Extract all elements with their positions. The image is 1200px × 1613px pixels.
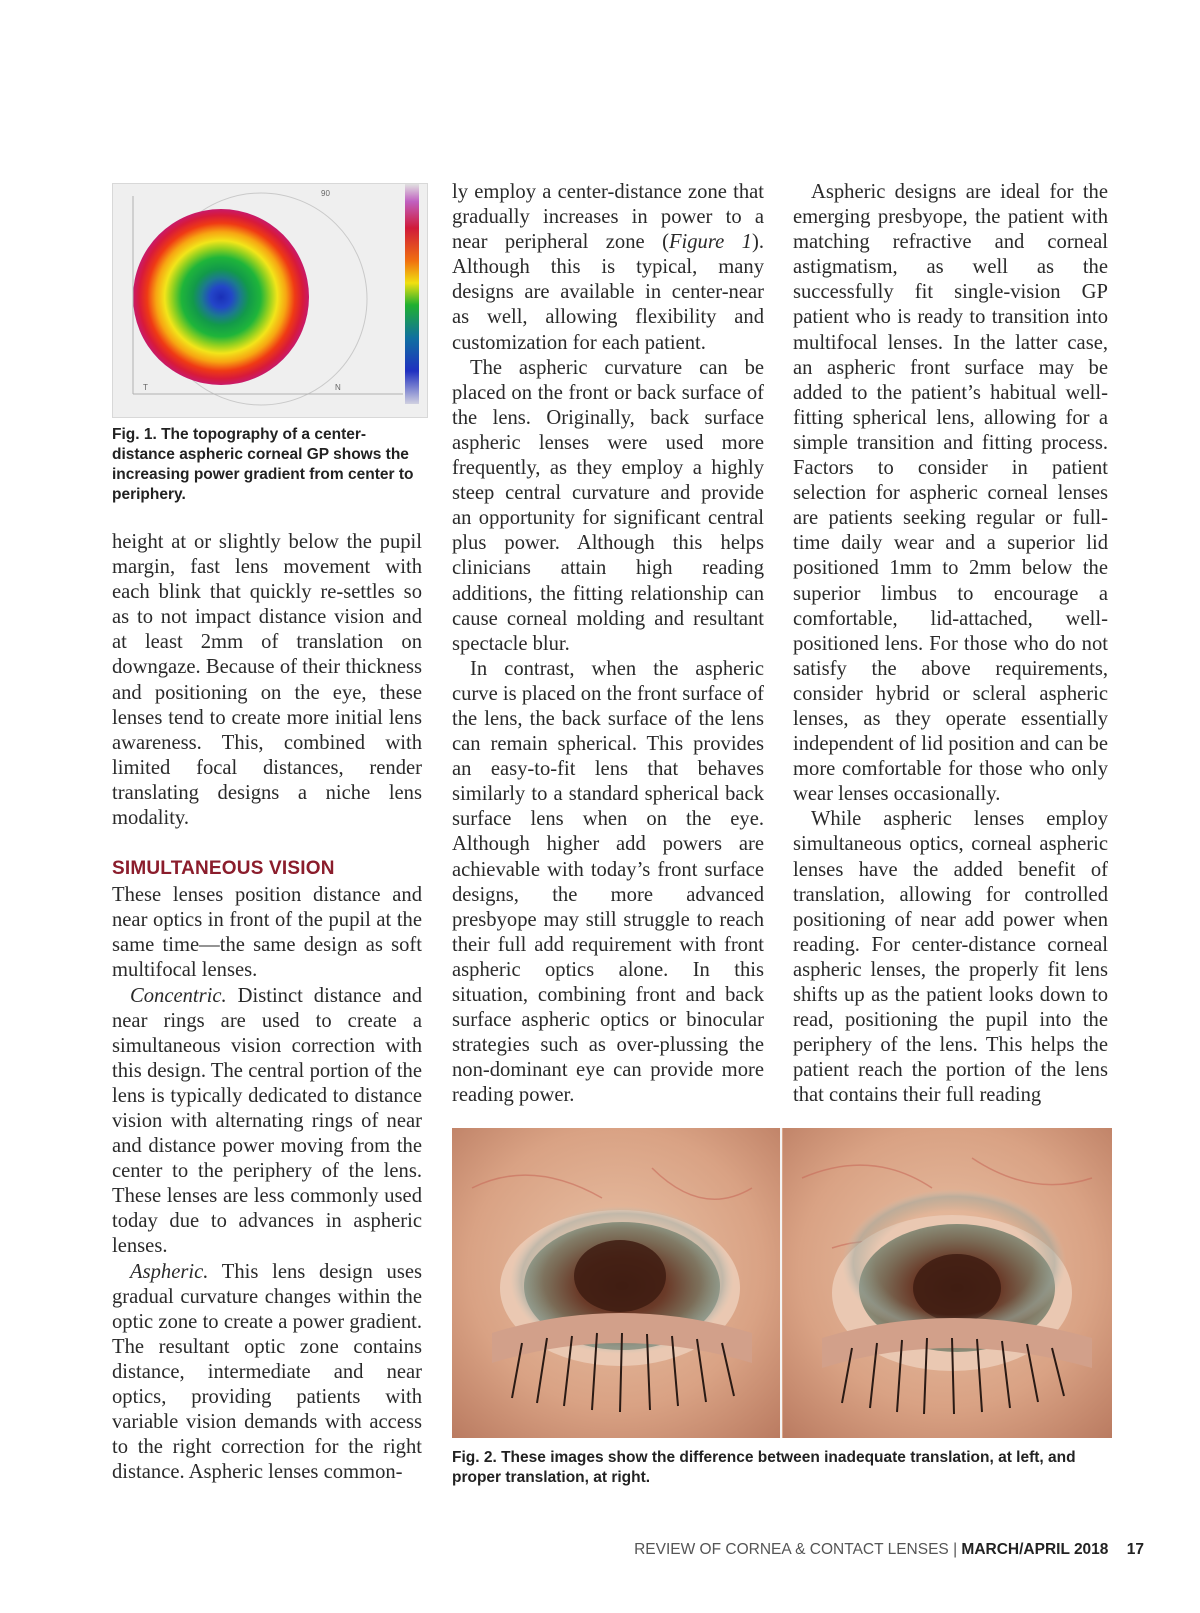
col1-paragraph-1: height at or slightly below the pupil margin, fast lens movement with each blink that quickly re-settles so as to not impact distance vision and at least 2mm of translation on downgaze. Because of their thickness and positioning on the eye, these lenses tend to create more initial lens awareness. This, combined with limited focal distances, render translating designs a niche lens modality.	[112, 531, 422, 830]
col2-paragraph-3: In contrast, when the aspheric curve is placed on the front surface of the lens, the back surface of the lens can remain spherical. This provides an easy-to-fit lens that behaves similarly to a standard spherical back surface lens when on the eye. Although higher add powers are achievable with today’s front surface designs, the more advanced presbyope may still struggle to reach their full add requirement with front aspheric optics alone. In this situation, combining front and back surface aspheric optics or binocular strategies such as over-plussing the non-dominant eye can provide more reading power.	[452, 657, 764, 1107]
concentric-text: Distinct distance and near rings are used to create a simultaneous vision correction with this design. The central portion of the lens is typically dedicated to distance vision with alternating rings of near and distance power moving from the center to the periphery of the lens. These lenses are less commonly used today due to advances in aspheric lenses.	[112, 984, 422, 1258]
figure-2-caption: Fig. 2. These images show the difference between inadequate translation, at left, and proper translation, at right.	[452, 1449, 1076, 1486]
col2-p1-start: ly employ a center-distance zone that gradually increases in power to a near peripheral zone (	[452, 181, 764, 254]
column-1	[112, 530, 422, 1485]
figure-2-eye-photos	[452, 1128, 1112, 1438]
figure-1-caption: Fig. 1. The topography of a center-distance aspheric corneal GP shows the increasing power gradient from center to periphery.	[112, 426, 414, 503]
col2-paragraph-1	[452, 180, 764, 356]
figure-1-topography	[112, 183, 428, 418]
topography-label-right: N	[335, 383, 341, 392]
col1-paragraph-concentric	[112, 984, 422, 1260]
eye-photos	[452, 1128, 1112, 1438]
page-footer	[634, 1541, 1144, 1559]
right-eye-photo	[783, 1128, 1112, 1438]
col2-paragraph-2: The aspheric curvature can be placed on the front or back surface of the lens. Originally, back surface aspheric lenses were used more frequently, as they employ a highly steep central curvature and provide an opportunity for significant central plus power. Although this helps clinicians attain high reading additions, the fitting relationship can cause corneal molding and resultant spectacle blur.	[452, 356, 764, 655]
topography-label-top: 90	[321, 189, 330, 198]
topography-color-map	[133, 209, 309, 385]
left-eye-photo	[452, 1128, 780, 1438]
term-aspheric: Aspheric.	[130, 1260, 209, 1283]
footer-separator: |	[953, 1541, 958, 1558]
section-heading-simultaneous-vision: SIMULTANEOUS VISION	[112, 858, 335, 880]
aspheric-text: This lens design uses gradual curvature changes within the optic zone to create a power gradient. The resultant optic zone contains distance, intermediate and near optics, providing patients with variable vision demands with access to the right correction for the right distance. Aspheric lenses common-	[112, 1260, 422, 1484]
page-number: 17	[1126, 1541, 1144, 1558]
figure-1-reference: Figure 1	[668, 231, 752, 254]
col3-paragraph-1: Aspheric designs are ideal for the emerging presbyope, the patient with matching refractive and corneal astigmatism, as well as the successfully fit single-vision GP patient who is ready to transition into multifocal lenses. In the latter case, an aspheric front surface may be added to the patient’s habitual well-fitting spherical lens, allowing for a simple transition and fitting process. Factors to consider in patient selection for aspheric corneal lenses are patients seeking regular or full-time daily wear and a superior lid positioned 1mm to 2mm below the superior limbus to encourage a comfortable, lid-attached, well-positioned lens. For those who do not satisfy the above requirements, consider hybrid or scleral aspheric lenses, as they operate essentially independent of lid position and can be more comfortable for those who only wear lenses occasionally.	[793, 181, 1108, 806]
issue-date: MARCH/APRIL 2018	[961, 1541, 1109, 1558]
topography-label-left: T	[143, 383, 148, 392]
term-concentric: Concentric.	[130, 984, 227, 1007]
topography-map	[113, 184, 427, 417]
topography-color-scale	[405, 184, 419, 404]
column-3	[793, 180, 1108, 1108]
column-2	[452, 180, 764, 1108]
col2-p1-end: ). Although this is typical, many designs are available in center-near as well, allowing flexibility and customization for each patient.	[452, 231, 764, 354]
col1-paragraph-2: These lenses position distance and near optics in front of the pupil at the same time—the same design as soft multifocal lenses.	[112, 884, 422, 982]
journal-name: REVIEW OF CORNEA & CONTACT LENSES	[634, 1541, 949, 1558]
col3-paragraph-2: While aspheric lenses employ simultaneous optics, corneal aspheric lenses have the added benefit of translation, allowing for controlled positioning of near add power when reading. For center-distance corneal aspheric lenses, the properly fit lens shifts up as the patient looks down to read, positioning the pupil into the periphery of the lens. This helps the patient reach the portion of the lens that contains their full reading	[793, 808, 1108, 1107]
col1-paragraph-aspheric	[112, 1260, 422, 1486]
